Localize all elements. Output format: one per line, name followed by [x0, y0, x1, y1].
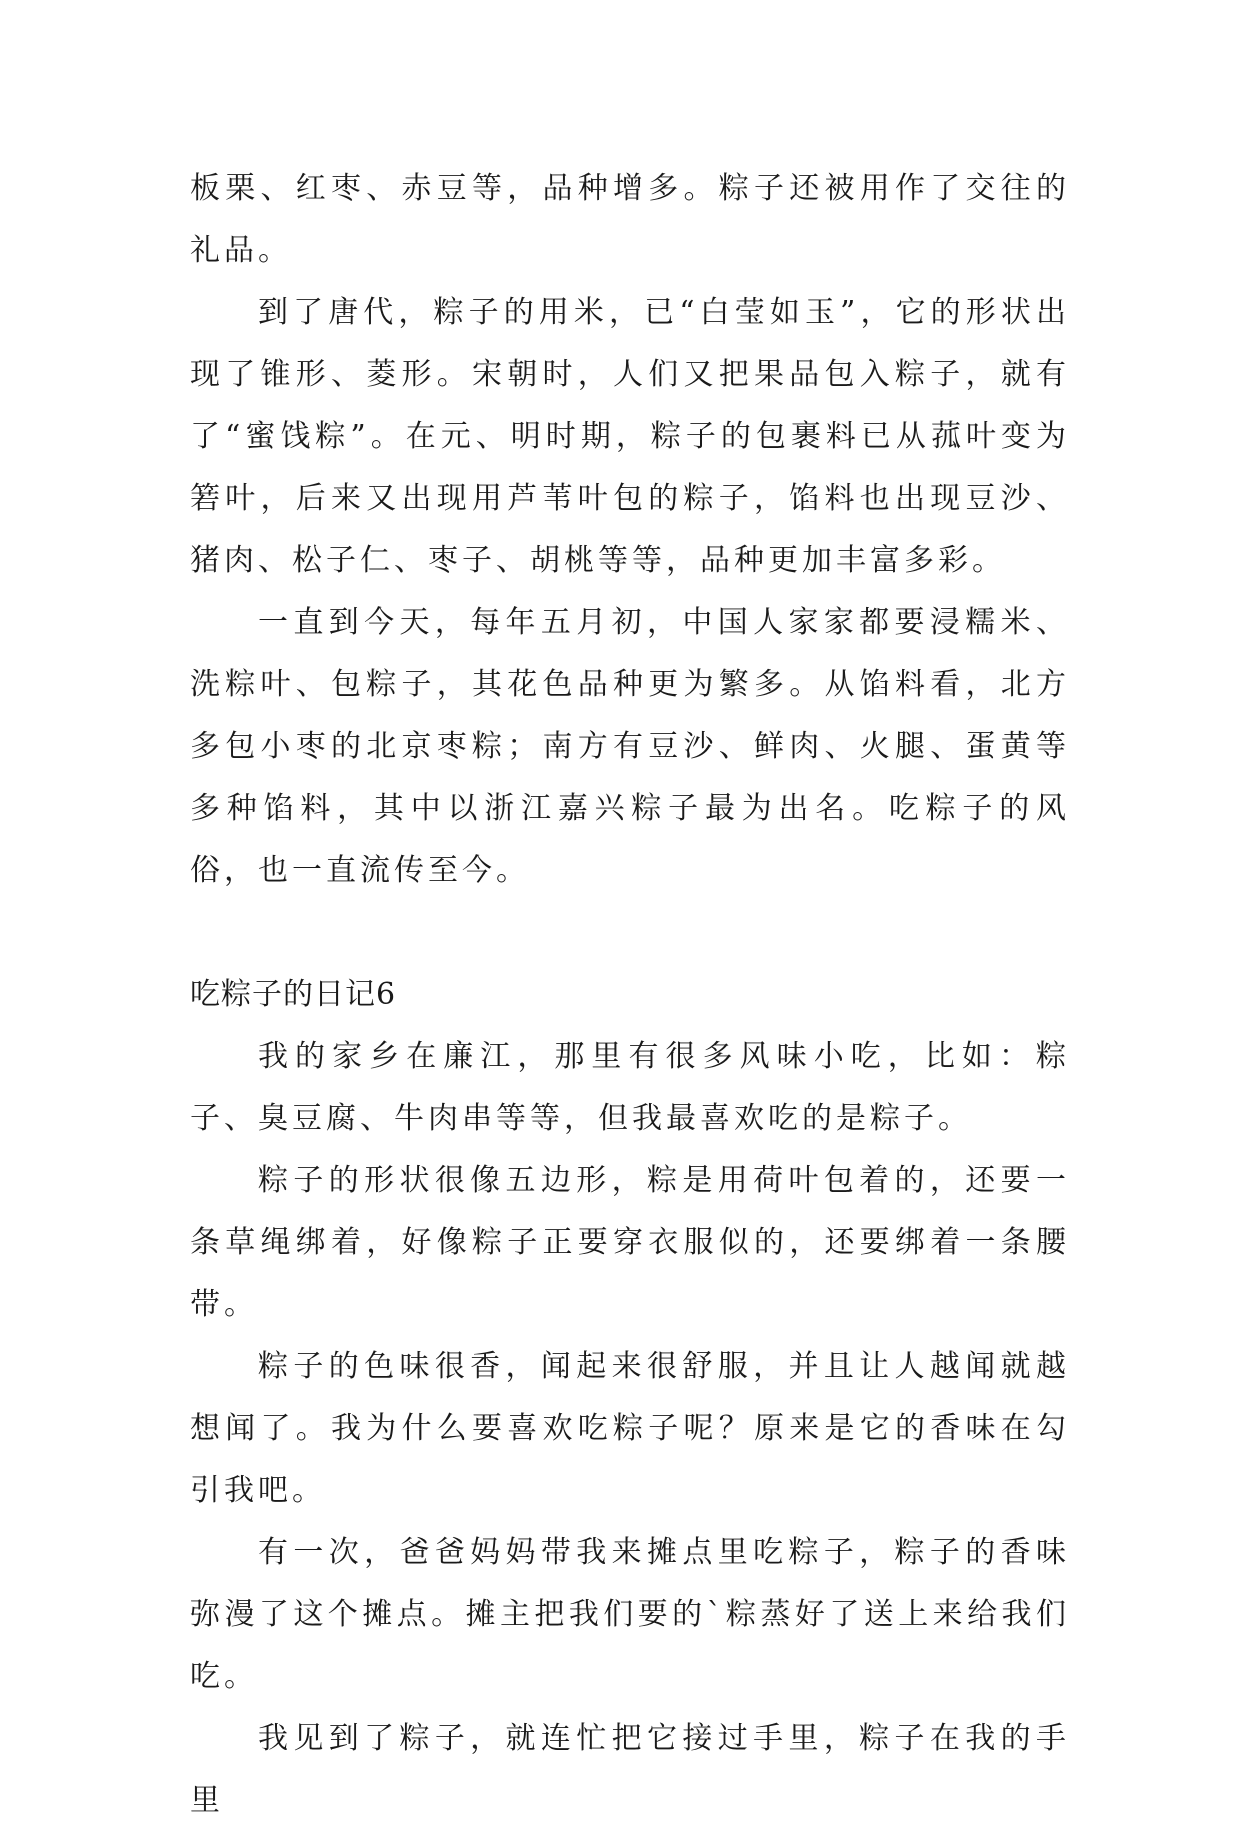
- paragraph: 板栗、红枣、赤豆等，品种增多。粽子还被用作了交往的礼品。: [190, 171, 1070, 268]
- document-body: [190, 158, 1070, 1832]
- paragraph: 一直到今天，每年五月初，中国人家家都要浸糯米、洗粽叶、包粽子，其花色品种更为繁多。从馅料看，北方多包小枣的北京枣粽；南方有豆沙、鲜肉、火腿、蛋黄等多种馅料，其中以浙江嘉兴粽子最为出名。吃粽子的风俗，也一直流传至今。: [190, 605, 1070, 888]
- paragraph: 到了唐代，粽子的用米，已“白莹如玉”，它的形状出现了锥形、菱形。宋朝时，人们又把果品包入粽子，就有了“蜜饯粽”。在元、明时期，粽子的包裹料已从菰叶变为箬叶，后来又出现用芦苇叶包的粽子，馅料也出现豆沙、猪肉、松子仁、枣子、胡桃等等，品种更加丰富多彩。: [190, 295, 1070, 578]
- paragraph: 我见到了粽子，就连忙把它接过手里，粽子在我的手里: [190, 1721, 1070, 1818]
- section-title: 吃粽子的日记6: [190, 977, 397, 1012]
- paragraph: 粽子的形状很像五边形，粽是用荷叶包着的，还要一条草绳绑着，好像粽子正要穿衣服似的，还要绑着一条腰带。: [190, 1163, 1070, 1322]
- paragraph: 我的家乡在廉江，那里有很多风味小吃，比如：粽子、臭豆腐、牛肉串等等，但我最喜欢吃的是粽子。: [190, 1039, 1070, 1136]
- paragraph: 有一次，爸爸妈妈带我来摊点里吃粽子，粽子的香味弥漫了这个摊点。摊主把我们要的`粽蒸好了送上来给我们吃。: [190, 1535, 1070, 1694]
- paragraph: 粽子的色味很香，闻起来很舒服，并且让人越闻就越想闻了。我为什么要喜欢吃粽子呢？原来是它的香味在勾引我吧。: [190, 1349, 1070, 1508]
